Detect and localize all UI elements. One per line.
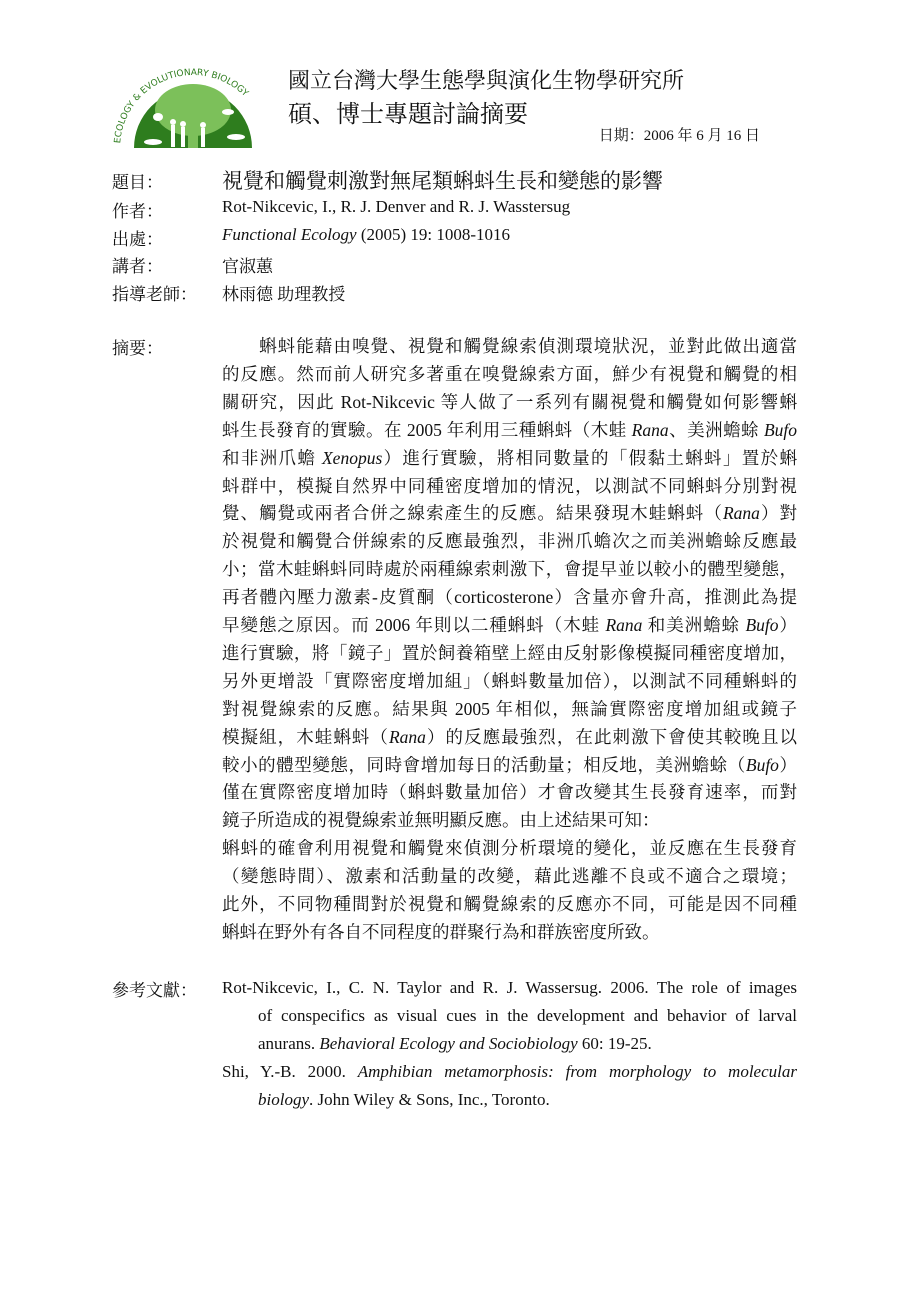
text-line bbox=[222, 641, 797, 665]
text-segment: Shi, Y.-B. 2000. bbox=[222, 1062, 358, 1081]
meta-label: 出處： bbox=[112, 230, 163, 249]
text-line bbox=[222, 892, 797, 916]
meta-label: 題目： bbox=[112, 173, 163, 192]
text-segment: 60: 19-25. bbox=[577, 1034, 652, 1053]
meta-value-text: 官淑蕙 bbox=[222, 257, 273, 276]
text-line bbox=[222, 753, 797, 777]
meta-value bbox=[222, 165, 663, 195]
text-segment: ） bbox=[778, 615, 798, 635]
italic-term: Bufo bbox=[763, 419, 798, 440]
text-segment: 關研究，因此 Rot-Nikcevic 等人做了一系列有關視覺和觸覺如何影響蝌 bbox=[222, 391, 797, 412]
text-line bbox=[222, 362, 797, 386]
text-line bbox=[222, 725, 797, 749]
text-line bbox=[222, 836, 797, 860]
text-segment: 對視覺線索的反應。結果與 2005 年相似，無論實際密度增加組或鏡子 bbox=[222, 698, 797, 719]
italic-term: Rana bbox=[605, 615, 643, 635]
text-segment: 模擬組，木蛙蝌蚪（ bbox=[222, 726, 389, 747]
text-segment: 進行實驗，將「鏡子」置於飼養箱壁上經由反射影像模擬同種密度增加， bbox=[222, 642, 797, 663]
meta-label: 講者： bbox=[112, 257, 163, 276]
text-segment: . John Wiley & Sons, Inc., Toronto. bbox=[309, 1090, 550, 1109]
text-line bbox=[222, 334, 797, 358]
text-line bbox=[258, 1004, 797, 1028]
text-segment: 此外，不同物種間對於視覺和觸覺線索的反應亦不同，可能是因不同種 bbox=[222, 894, 797, 914]
text-segment: （變態時間）、激素和活動量的改變，藉此逃離不良或不適合之環境； bbox=[222, 866, 797, 887]
text-line bbox=[222, 1060, 797, 1084]
text-segment: 覺、觸覺或兩者合併之線索產生的反應。結果發現木蛙蝌蚪（ bbox=[222, 503, 723, 524]
meta-value-text: Rot-Nikcevic, I., R. J. Denver and R. J. Wasstersug bbox=[222, 197, 571, 216]
meta-value bbox=[222, 252, 273, 277]
institute-title: 國立台灣大學生態學與演化生物學研究所 bbox=[288, 68, 685, 93]
meta-value-text: (2005) 19: 1008-1016 bbox=[356, 225, 511, 244]
text-segment: 、美洲蟾蜍 bbox=[668, 419, 764, 440]
text-segment: ） bbox=[778, 754, 798, 775]
text-line bbox=[222, 780, 797, 804]
text-line bbox=[222, 557, 797, 581]
journal-name: Functional Ecology bbox=[222, 225, 357, 244]
text-segment: 較小的體型變態，同時會增加每日的活動量；相反地，美洲蟾蜍（ bbox=[222, 754, 746, 775]
text-segment: 蚪群中，模擬自然界中同種密度增加的情況，以測試不同蝌蚪分別對視 bbox=[222, 475, 797, 496]
abstract-label: 摘要： bbox=[112, 339, 163, 358]
text-line bbox=[222, 864, 797, 888]
text-line bbox=[222, 976, 797, 1000]
text-segment: 和非洲爪蟾 bbox=[222, 447, 322, 468]
meta-value bbox=[222, 197, 570, 217]
italic-term: biology bbox=[258, 1090, 309, 1109]
text-segment: 蝌蚪在野外有各自不同程度的群聚行為和群族密度所致。 bbox=[222, 921, 660, 942]
meta-value bbox=[222, 225, 510, 245]
text-line bbox=[222, 920, 797, 944]
text-segment: ）進行實驗，將相同數量的「假黏土蝌蚪」置於蝌 bbox=[382, 447, 797, 468]
meta-value bbox=[222, 280, 345, 305]
text-line bbox=[222, 390, 797, 414]
text-segment: 早變態之原因。而 2006 年則以二種蝌蚪（木蛙 bbox=[222, 615, 606, 635]
italic-term: Rana bbox=[631, 419, 669, 440]
meta-value-text: 視覺和觸覺刺激對無尾類蝌蚪生長和變態的影響 bbox=[222, 169, 663, 193]
date: 日期：2006 年 6 月 16 日 bbox=[598, 128, 760, 144]
italic-term: Bufo bbox=[745, 615, 779, 635]
text-segment: 僅在實際密度增加時（蝌蚪數量加倍）才會改變其生長發育速率，而對 bbox=[222, 782, 797, 803]
logo-text: ECOLOGY & EVOLUTIONARY BIOLOGY bbox=[113, 67, 250, 144]
meta-label: 指導老師： bbox=[112, 285, 197, 304]
text-segment: 的反應。然而前人研究多著重在嗅覺線索方面，鮮少有視覺和觸覺的相 bbox=[222, 363, 797, 384]
ecology-evolutionary-biology-logo bbox=[108, 62, 278, 152]
text-line bbox=[258, 1088, 797, 1112]
text-segment: 另外更增設「實際密度增加組」（蝌蚪數量加倍），以測試不同種蝌蚪的 bbox=[222, 670, 797, 691]
text-line bbox=[222, 529, 797, 553]
text-line bbox=[258, 1032, 797, 1056]
italic-term: Rana bbox=[388, 726, 426, 747]
text-segment: 蝌蚪的確會利用視覺和觸覺來偵測分析環境的變化，並反應在生長發育 bbox=[222, 838, 797, 859]
text-line bbox=[222, 669, 797, 693]
text-line bbox=[222, 697, 797, 721]
seminar-title: 碩、博士專題討論摘要 bbox=[288, 102, 528, 128]
text-segment: 蝌蚪能藉由嗅覺、視覺和觸覺線索偵測環境狀況，並對此做出適當 bbox=[222, 336, 797, 356]
text-line bbox=[222, 613, 797, 637]
text-segment: ）對 bbox=[759, 503, 798, 524]
text-segment: 於視覺和觸覺合併線索的反應最強烈，非洲爪蟾次之而美洲蟾蜍反應最 bbox=[222, 531, 797, 552]
text-segment: 再者體內壓力激素-皮質酮（corticosterone）含量亦會升高，推測此為提 bbox=[222, 587, 797, 608]
text-line bbox=[222, 446, 797, 470]
text-segment: of conspecifics as visual cues in the development and behavior of larval bbox=[258, 1006, 797, 1025]
text-segment: 鏡子所造成的視覺線索並無明顯反應。由上述結果可知： bbox=[222, 810, 660, 831]
italic-term: Behavioral Ecology and Sociobiology bbox=[319, 1034, 578, 1053]
text-segment: anurans. bbox=[258, 1034, 320, 1053]
text-line bbox=[222, 501, 797, 525]
text-segment: 小；當木蛙蝌蚪同時處於兩種線索刺激下，會提早並以較小的體型變態， bbox=[222, 559, 797, 580]
text-segment: 和美洲蟾蜍 bbox=[642, 615, 746, 635]
text-line bbox=[222, 585, 797, 609]
text-segment: 蚪生長發育的實驗。在 2005 年利用三種蝌蚪（木蛙 bbox=[222, 419, 632, 440]
text-line bbox=[222, 808, 797, 832]
meta-value-text: 林雨德 助理教授 bbox=[222, 285, 346, 304]
references-label: 參考文獻： bbox=[112, 981, 197, 1000]
meta-label: 作者： bbox=[112, 202, 163, 221]
text-segment: Rot-Nikcevic, I., C. N. Taylor and R. J. Wassersug. 2006. The role of images bbox=[222, 978, 797, 997]
italic-term: Rana bbox=[722, 503, 760, 524]
text-segment: ）的反應最強烈，在此刺激下會使其較晚且以 bbox=[425, 726, 798, 747]
italic-term: Xenopus bbox=[321, 447, 383, 468]
text-line bbox=[222, 418, 797, 442]
italic-term: Bufo bbox=[745, 754, 779, 775]
italic-term: Amphibian metamorphosis: from morphology to molecular bbox=[357, 1062, 797, 1081]
text-line bbox=[222, 474, 797, 498]
